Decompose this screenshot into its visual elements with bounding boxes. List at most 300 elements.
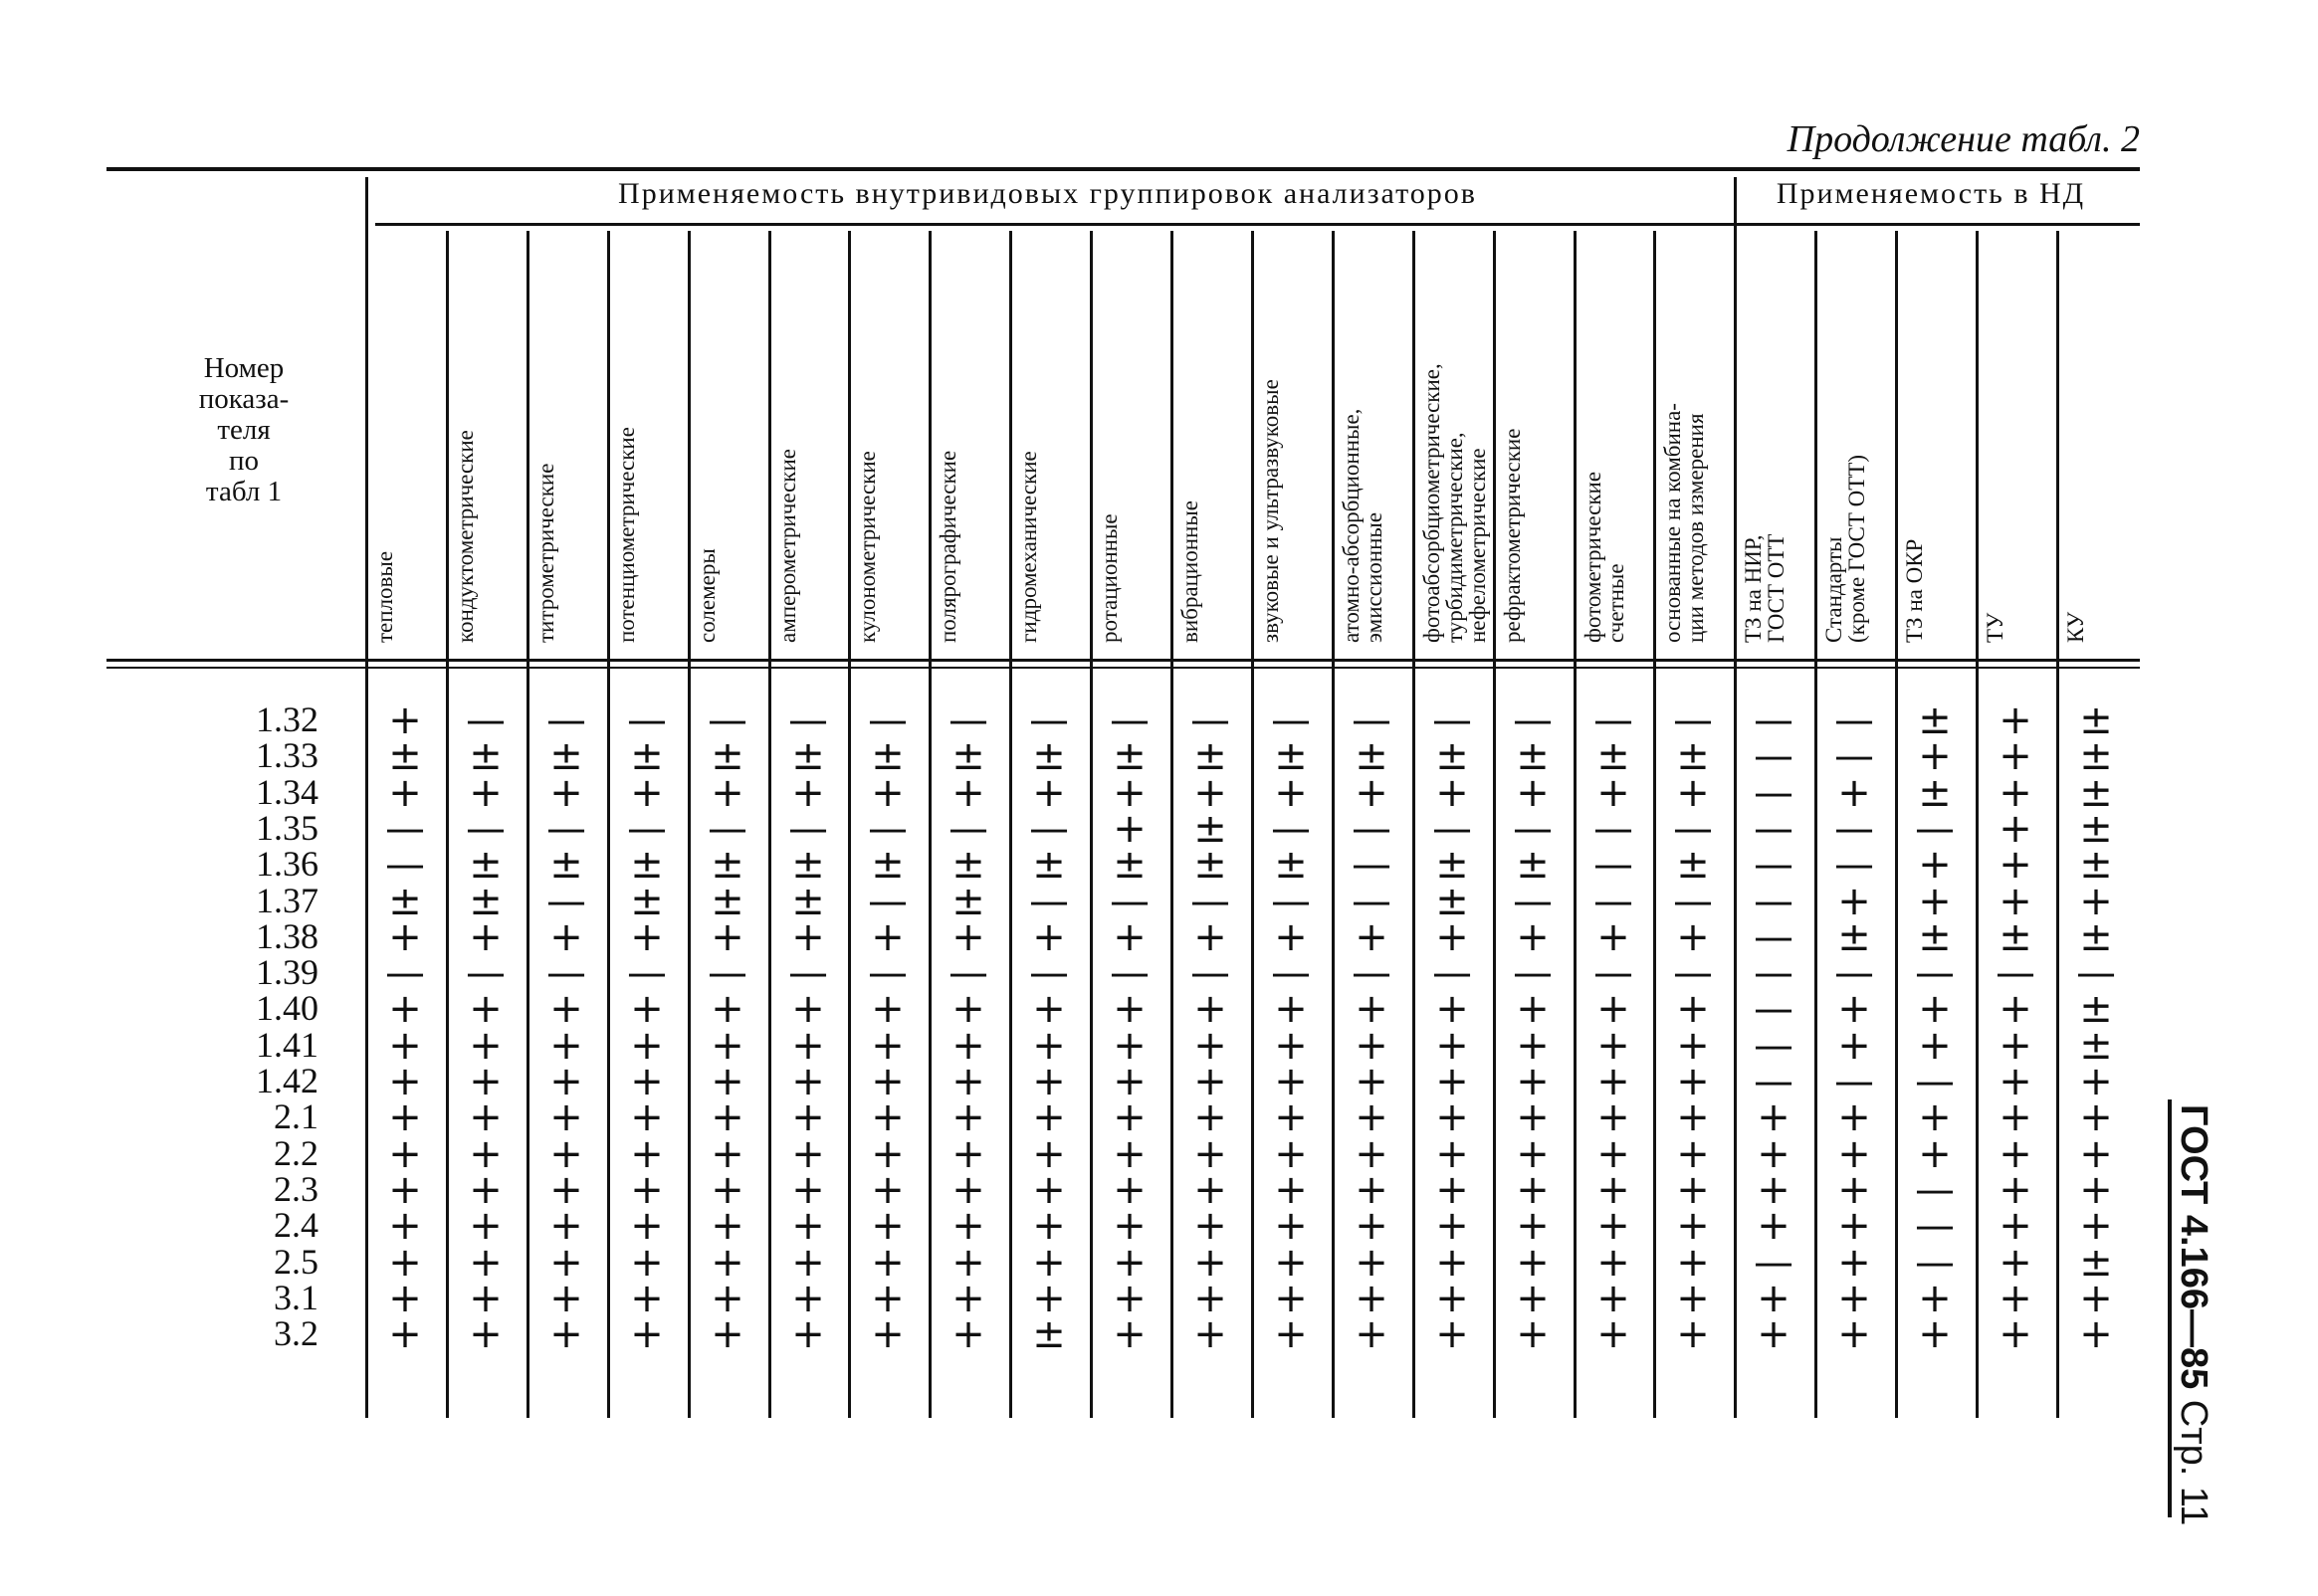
side-rule <box>2168 1099 2172 1517</box>
table-cell: + <box>1435 770 1469 816</box>
table-cell: — <box>948 698 988 743</box>
table-cell: ± <box>1516 733 1550 779</box>
table-cell: ± <box>711 733 744 779</box>
table-cell: — <box>1754 842 1793 888</box>
table-cell: + <box>630 1276 664 1321</box>
table-cell: + <box>2079 1059 2113 1104</box>
table-cell: + <box>630 986 664 1032</box>
table-cell: + <box>1999 1131 2032 1177</box>
table-cell: + <box>549 1131 583 1177</box>
column-header <box>856 231 925 649</box>
table-cell: + <box>871 1095 905 1140</box>
column-header-label: фотометрические счетные <box>1580 471 1628 643</box>
table-cell: — <box>1513 806 1553 852</box>
table-cell: + <box>469 1203 503 1249</box>
table-cell: + <box>1113 770 1147 816</box>
column-header <box>1098 231 1166 649</box>
table-cell: ± <box>630 879 664 924</box>
table-cell: + <box>2079 879 2113 924</box>
table-cell: — <box>1834 1059 1874 1104</box>
table-cell: + <box>951 1095 985 1140</box>
table-cell: + <box>1757 1131 1791 1177</box>
table-cell: + <box>1676 770 1710 816</box>
table-cell: + <box>1999 842 2032 888</box>
table-cell: + <box>2079 1203 2113 1249</box>
table-cell: + <box>791 1095 825 1140</box>
group-header-analyzers: Применяемость внутривидовых группировок анализаторов <box>618 177 1477 210</box>
table-cell: + <box>1193 1131 1227 1177</box>
table-cell: + <box>1676 1240 1710 1286</box>
table-cell: + <box>1999 1311 2032 1357</box>
table-cell: — <box>1754 986 1793 1032</box>
table-cell: + <box>1274 914 1308 960</box>
table-cell: + <box>469 1059 503 1104</box>
table-cell: + <box>1032 1276 1066 1321</box>
table-cell: — <box>1432 950 1472 996</box>
row-number: 1.40 <box>256 988 318 1028</box>
table-cell: + <box>469 1167 503 1213</box>
table-cell: + <box>1676 1167 1710 1213</box>
table-cell: — <box>1110 698 1150 743</box>
table-cell: ± <box>951 879 985 924</box>
table-cell: + <box>388 1167 422 1213</box>
table-cell: + <box>711 1131 744 1177</box>
table-cell: — <box>1593 806 1633 852</box>
table-cell: + <box>1596 1023 1630 1069</box>
table-cell: + <box>1355 1167 1388 1213</box>
table-cell: + <box>388 1240 422 1286</box>
table-cell: + <box>388 770 422 816</box>
table-cell: + <box>1918 1131 1952 1177</box>
table-cell: + <box>791 770 825 816</box>
column-header <box>1742 231 1810 649</box>
table-cell: + <box>549 1240 583 1286</box>
table-cell: ± <box>2079 733 2113 779</box>
column-header-label: кулонометрические <box>855 451 880 643</box>
table-cell: + <box>791 1203 825 1249</box>
table-cell: + <box>1999 770 2032 816</box>
table-cell: + <box>1355 1023 1388 1069</box>
column-header <box>615 231 684 649</box>
table-cell: — <box>1029 806 1069 852</box>
table-cell: + <box>388 1131 422 1177</box>
table-cell: + <box>1435 1023 1469 1069</box>
table-cell: — <box>1513 879 1553 924</box>
table-cell: — <box>1190 950 1230 996</box>
table-cell: + <box>1676 986 1710 1032</box>
table-cell: + <box>1516 1095 1550 1140</box>
table-cell: + <box>1193 1023 1227 1069</box>
table-cell: + <box>1274 1240 1308 1286</box>
column-header-label: ТУ <box>1983 612 2007 643</box>
table-cell: + <box>711 1167 744 1213</box>
table-cell: — <box>1271 806 1311 852</box>
table-cell: + <box>1676 1059 1710 1104</box>
table-cell: + <box>1837 1311 1871 1357</box>
table-cell: ± <box>1274 733 1308 779</box>
table-cell: + <box>791 1311 825 1357</box>
table-cell: + <box>1435 1203 1469 1249</box>
table-cell: ± <box>469 733 503 779</box>
table-cell: — <box>1915 1203 1955 1249</box>
group-rule <box>375 223 2140 226</box>
table-cell: + <box>630 1095 664 1140</box>
table-cell: + <box>791 986 825 1032</box>
table-cell: + <box>1676 1023 1710 1069</box>
table-cell: ± <box>1676 842 1710 888</box>
table-cell: + <box>1676 1131 1710 1177</box>
row-number: 1.32 <box>256 699 318 739</box>
table-cell: + <box>2079 1131 2113 1177</box>
table-cell: ± <box>2079 1240 2113 1286</box>
table-cell: + <box>1596 1095 1630 1140</box>
table-cell: ± <box>1032 1311 1066 1357</box>
table-cell: + <box>951 914 985 960</box>
table-cell: + <box>388 1276 422 1321</box>
row-number: 2.1 <box>274 1097 318 1136</box>
table-cell: + <box>791 1167 825 1213</box>
row-number: 2.3 <box>274 1169 318 1209</box>
column-header <box>1984 231 2052 649</box>
table-cell: + <box>1113 1203 1147 1249</box>
table-cell: ± <box>1435 879 1469 924</box>
column-header <box>1661 231 1730 649</box>
table-cell: + <box>630 1059 664 1104</box>
table-cell: ± <box>871 733 905 779</box>
table-cell: — <box>466 950 506 996</box>
column-header-label: основанные на комбина- ции методов измерения <box>1660 403 1708 643</box>
table-cell: + <box>1918 733 1952 779</box>
table-cell: + <box>871 1131 905 1177</box>
column-header <box>1259 231 1328 649</box>
group-header-nd: Применяемость в НД <box>1776 177 2086 210</box>
table-cell: + <box>1355 986 1388 1032</box>
table-cell: + <box>1596 1167 1630 1213</box>
table-cell: — <box>1271 950 1311 996</box>
table-cell: + <box>388 1203 422 1249</box>
column-header-label: вибрационные <box>1177 500 1202 643</box>
table-cell: + <box>871 1276 905 1321</box>
table-cell: + <box>1676 1311 1710 1357</box>
table-cell: + <box>1918 1311 1952 1357</box>
column-header <box>1340 231 1408 649</box>
table-cell: + <box>951 1167 985 1213</box>
table-cell: — <box>1754 1023 1793 1069</box>
table-cell: + <box>1435 1167 1469 1213</box>
table-cell: + <box>630 1167 664 1213</box>
table-cell: + <box>1918 1095 1952 1140</box>
table-cell: — <box>948 950 988 996</box>
table-cell: ± <box>549 733 583 779</box>
row-number: 2.2 <box>274 1133 318 1173</box>
table-cell: + <box>1757 1311 1791 1357</box>
table-cell: — <box>1754 879 1793 924</box>
table-cell: + <box>469 1240 503 1286</box>
table-cell: + <box>1032 1131 1066 1177</box>
column-header <box>454 231 523 649</box>
table-cell: — <box>1834 806 1874 852</box>
table-cell: ± <box>1113 733 1147 779</box>
table-cell: + <box>1516 914 1550 960</box>
table-cell: + <box>469 914 503 960</box>
table-cell: ± <box>1918 914 1952 960</box>
table-cell: + <box>871 1240 905 1286</box>
table-cell: ± <box>1999 914 2032 960</box>
table-cell: — <box>1754 914 1793 960</box>
table-cell: + <box>711 1095 744 1140</box>
side-doc-code: ГОСТ 4.166—85 <box>2173 1104 2214 1390</box>
table-cell: — <box>627 806 667 852</box>
table-cell: + <box>791 1131 825 1177</box>
table-cell: + <box>1355 914 1388 960</box>
table-cell: + <box>1837 1095 1871 1140</box>
table-cell: + <box>1274 986 1308 1032</box>
column-header-label: атомно-абсорбционные, эмиссионные <box>1339 408 1386 643</box>
table-cell: + <box>871 1311 905 1357</box>
table-cell: + <box>630 1203 664 1249</box>
table-cell: + <box>1435 1059 1469 1104</box>
table-cell: + <box>871 914 905 960</box>
row-number: 3.2 <box>274 1313 318 1353</box>
column-header-label: полярографические <box>936 450 960 643</box>
table-cell: + <box>549 1167 583 1213</box>
table-cell: + <box>1193 770 1227 816</box>
table-cell: + <box>388 914 422 960</box>
table-cell: — <box>1352 806 1391 852</box>
table-cell: — <box>1029 950 1069 996</box>
table-cell: ± <box>1918 770 1952 816</box>
table-cell: — <box>1915 1167 1955 1213</box>
table-cell: ± <box>388 733 422 779</box>
table-cell: — <box>1754 733 1793 779</box>
table-cell: + <box>1193 986 1227 1032</box>
table-cell: + <box>388 1059 422 1104</box>
table-cell: + <box>1837 1167 1871 1213</box>
table-cell: + <box>469 1311 503 1357</box>
column-header-label: тепловые <box>372 550 397 643</box>
table-cell: ± <box>1676 733 1710 779</box>
side-page-number: Стр. 11 <box>2173 1399 2214 1526</box>
table-cell: + <box>1837 1203 1871 1249</box>
table-cell: ± <box>1837 914 1871 960</box>
table-cell: ± <box>1032 842 1066 888</box>
table-cell: — <box>1352 842 1391 888</box>
table-cell: + <box>1113 1131 1147 1177</box>
table-cell: + <box>951 1131 985 1177</box>
table-cell: + <box>711 1276 744 1321</box>
row-number: 1.41 <box>256 1025 318 1065</box>
table-cell: ± <box>791 733 825 779</box>
table-cell: ± <box>549 842 583 888</box>
table-cell: + <box>1676 1095 1710 1140</box>
column-header-label: гидромеханические <box>1016 451 1041 643</box>
table-cell: + <box>388 1023 422 1069</box>
table-cell: + <box>1596 1276 1630 1321</box>
table-cell: + <box>1113 914 1147 960</box>
table-cell: ± <box>2079 698 2113 743</box>
table-cell: — <box>868 950 908 996</box>
column-header <box>1903 231 1972 649</box>
column-header <box>2064 231 2133 649</box>
table-cell: + <box>1274 1203 1308 1249</box>
table-cell: — <box>1834 698 1874 743</box>
table-cell: + <box>711 770 744 816</box>
table-cell: + <box>388 1095 422 1140</box>
table-cell: ± <box>1435 733 1469 779</box>
table-cell: + <box>1918 1276 1952 1321</box>
table-cell: ± <box>711 879 744 924</box>
table-cell: — <box>868 698 908 743</box>
table-cell: + <box>1837 879 1871 924</box>
column-header-label: фотоабсорбциометрические, турбидиметрические, нефелометрические <box>1419 363 1490 643</box>
table-cell: ± <box>2079 914 2113 960</box>
table-cell: ± <box>1193 806 1227 852</box>
row-number: 1.36 <box>256 844 318 884</box>
table-cell: — <box>466 698 506 743</box>
table-cell: + <box>388 1311 422 1357</box>
table-cell: + <box>791 914 825 960</box>
table-cell: + <box>1435 914 1469 960</box>
table-cell: + <box>1274 1311 1308 1357</box>
table-cell: + <box>1516 1059 1550 1104</box>
table-cell: + <box>1032 1203 1066 1249</box>
table-cell: — <box>1190 879 1230 924</box>
stub-header: Номер показа- теля по табл 1 <box>198 352 290 507</box>
table-cell: — <box>1673 879 1713 924</box>
table-cell: + <box>1113 806 1147 852</box>
column-header-label: амперометрические <box>775 449 800 643</box>
row-number: 1.39 <box>256 952 318 992</box>
table-cell: + <box>871 986 905 1032</box>
table-cell: — <box>1754 950 1793 996</box>
table-cell: + <box>1113 1095 1147 1140</box>
table-cell: + <box>1999 1095 2032 1140</box>
table-cell: — <box>948 806 988 852</box>
table-cell: + <box>1999 1276 2032 1321</box>
table-cell: + <box>1516 1240 1550 1286</box>
table-cell: + <box>1274 1023 1308 1069</box>
row-number: 1.37 <box>256 881 318 920</box>
table-cell: + <box>1757 1167 1791 1213</box>
row-number: 2.5 <box>274 1242 318 1282</box>
table-cell: + <box>1676 1203 1710 1249</box>
table-cell: — <box>1271 879 1311 924</box>
table-cell: + <box>469 770 503 816</box>
table-cell: + <box>711 1240 744 1286</box>
table-cell: + <box>1516 986 1550 1032</box>
table-cell: — <box>546 879 586 924</box>
column-header-label: ТЗ на НИР, ГОСТ ОТТ <box>1741 533 1789 643</box>
table-cell: + <box>1999 1203 2032 1249</box>
table-cell: — <box>466 806 506 852</box>
table-cell: + <box>1596 1203 1630 1249</box>
column-header-label: солемеры <box>695 548 720 643</box>
table-cell: ± <box>2079 1023 2113 1069</box>
table-cell: — <box>1513 698 1553 743</box>
table-cell: + <box>549 1276 583 1321</box>
table-cell: + <box>1113 1311 1147 1357</box>
table-cell: + <box>1999 698 2032 743</box>
table-cell: + <box>791 1023 825 1069</box>
table-cell: + <box>1193 1167 1227 1213</box>
column-header <box>1501 231 1570 649</box>
table-cell: ± <box>2079 842 2113 888</box>
table-cell: + <box>791 1240 825 1286</box>
table-cell: + <box>549 1311 583 1357</box>
table-cell: + <box>1032 770 1066 816</box>
table-cell: + <box>1032 1023 1066 1069</box>
table-cell: — <box>868 806 908 852</box>
table-cell: + <box>1596 770 1630 816</box>
table-cell: + <box>1113 1167 1147 1213</box>
table-cell: + <box>1596 914 1630 960</box>
table-cell: ± <box>951 842 985 888</box>
table-cell: + <box>791 1059 825 1104</box>
table-cell: + <box>1837 1131 1871 1177</box>
side-running-head <box>2173 1104 2214 1526</box>
table-cell: + <box>549 1023 583 1069</box>
table-cell: ± <box>2079 806 2113 852</box>
column-header <box>1017 231 1086 649</box>
row-number: 1.38 <box>256 916 318 956</box>
table-cell: — <box>1996 950 2035 996</box>
table-cell: — <box>627 698 667 743</box>
table-cell: + <box>549 986 583 1032</box>
table-cell: + <box>871 1167 905 1213</box>
table-cell: ± <box>388 879 422 924</box>
table-cell: — <box>708 806 747 852</box>
table-cell: + <box>711 1311 744 1357</box>
table-cell: + <box>1516 1276 1550 1321</box>
column-header-label: звуковые и ультразвуковые <box>1258 379 1283 643</box>
table-cell: + <box>1999 879 2032 924</box>
table-cell: + <box>951 1240 985 1286</box>
table-cell: — <box>1673 806 1713 852</box>
table-cell: + <box>1596 1131 1630 1177</box>
table-cell: + <box>1355 1203 1388 1249</box>
table-cell: + <box>1193 1311 1227 1357</box>
table-cell: ± <box>1596 733 1630 779</box>
table-cell: + <box>1596 1059 1630 1104</box>
table-cell: + <box>951 986 985 1032</box>
table-cell: — <box>708 698 747 743</box>
table-cell: — <box>1754 1240 1793 1286</box>
table-cell: + <box>469 1023 503 1069</box>
table-cell: — <box>1593 842 1633 888</box>
row-number: 1.42 <box>256 1061 318 1100</box>
table-cell: + <box>1516 1131 1550 1177</box>
table-cell: — <box>1834 733 1874 779</box>
table-cell: — <box>627 950 667 996</box>
table-cell: ± <box>630 733 664 779</box>
table-cell: + <box>1999 1059 2032 1104</box>
table-cell: — <box>1432 698 1472 743</box>
table-cell: — <box>1271 698 1311 743</box>
column-header <box>937 231 1005 649</box>
table-cell: + <box>549 1203 583 1249</box>
table-cell: + <box>1918 986 1952 1032</box>
table-cell: + <box>1113 1276 1147 1321</box>
table-cell: ± <box>711 842 744 888</box>
column-header-label: титрометрические <box>533 463 558 643</box>
header-bottom-rule-2 <box>106 667 2140 669</box>
table-cell: + <box>1435 1095 1469 1140</box>
table-cell: ± <box>2079 770 2113 816</box>
column-header <box>776 231 845 649</box>
column-header <box>1581 231 1650 649</box>
table-cell: + <box>1757 1095 1791 1140</box>
row-number: 1.33 <box>256 735 318 775</box>
